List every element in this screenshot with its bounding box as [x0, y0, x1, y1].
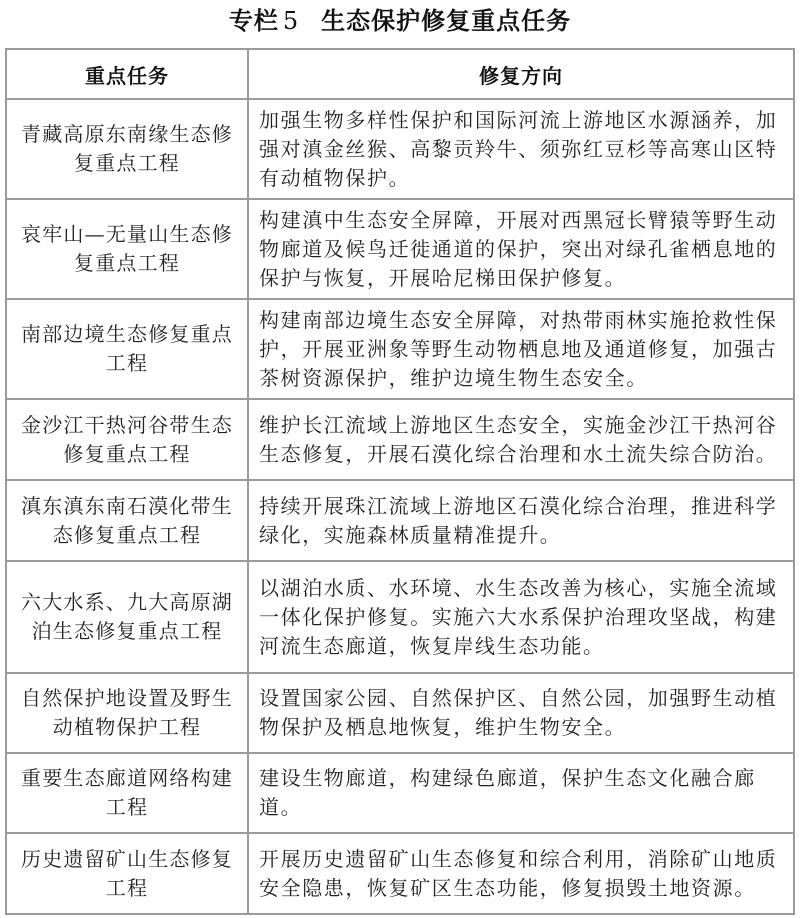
- task-line: 工程: [105, 875, 149, 900]
- table-row: [6, 833, 794, 914]
- direction-line: 物廊道及候鸟迁徙通道的保护，突出对绿孔雀栖息地的: [259, 236, 778, 261]
- table-row: [6, 199, 794, 299]
- task-cell: [6, 399, 248, 480]
- direction-line: 维护长江流域上游地区生态安全，实施金沙江干热河谷: [259, 412, 778, 437]
- task-line: 工程: [105, 351, 149, 375]
- task-cell: [6, 480, 248, 561]
- task-line: 六大水系、九大高原湖: [21, 590, 233, 614]
- direction-line: 加强生物多样性保护和国际河流上游地区水源涵养，加: [259, 107, 778, 132]
- direction-cell: [248, 299, 794, 399]
- direction-cell: [248, 99, 794, 199]
- title-prefix: 专栏: [228, 7, 279, 35]
- direction-line: 护，开展亚洲象等野生动物栖息地及通道修复，加强古: [259, 336, 778, 361]
- direction-line: 生态修复，开展石漠化综合治理和水土流失综合防治。: [259, 441, 778, 466]
- task-line: 复重点工程: [74, 251, 180, 275]
- direction-line: 以湖泊水质、水环境、水生态改善为核心，实施全流域: [259, 575, 778, 600]
- task-line: 南部边境生态修复重点: [21, 322, 233, 346]
- task-line: 自然保护地设置及野生: [21, 686, 233, 710]
- task-line: 历史遗留矿山生态修复: [21, 846, 233, 871]
- task-line: 滇东滇东南石漠化带生: [21, 493, 233, 518]
- direction-line: 建设生物廊道，构建绿色廊道，保护生态文化融合廊道。: [259, 766, 756, 819]
- direction-line: 一体化保护修复。实施六大水系保护治理攻坚战，构建: [259, 604, 778, 629]
- task-line: 重要生态廊道网络构建: [21, 766, 233, 790]
- task-cell: [6, 673, 248, 753]
- task-line: 修复重点工程: [63, 441, 191, 466]
- direction-line: 物保护及栖息地恢复，维护生物安全。: [259, 715, 627, 739]
- direction-line: 绿化，实施森林质量精准提升。: [259, 522, 562, 547]
- direction-cell: [248, 833, 794, 914]
- direction-line: 强对滇金丝猴、高黎贡羚牛、须弥红豆杉等高寒山区特: [259, 136, 778, 161]
- direction-cell: [248, 399, 794, 480]
- direction-cell: [248, 199, 794, 299]
- table-row: [6, 480, 794, 561]
- title-number: 5: [282, 7, 300, 35]
- task-line: 泊生态修复重点工程: [31, 619, 223, 643]
- task-line: 工程: [105, 795, 149, 819]
- direction-line: 有动植物保护。: [259, 165, 411, 190]
- task-line: 复重点工程: [74, 151, 180, 175]
- table-row: [6, 561, 794, 673]
- direction-line: 开展历史遗留矿山生态修复和综合利用，消除矿山地质: [259, 846, 778, 871]
- direction-cell: [248, 673, 794, 753]
- table-row: [6, 99, 794, 199]
- header-task: 重点任务: [6, 49, 248, 99]
- task-cell: [6, 199, 248, 299]
- tasks-table: [5, 48, 795, 915]
- direction-line: 保护与恢复，开展哈尼梯田保护修复。: [259, 265, 627, 290]
- table-row: [6, 673, 794, 753]
- task-line: 哀牢山—无量山生态修: [21, 222, 233, 246]
- direction-line: 持续开展珠江流域上游地区石漠化综合治理，推进科学: [259, 493, 778, 518]
- direction-line: 茶树资源保护，维护边境生物生态安全。: [259, 365, 648, 390]
- direction-cell: [248, 561, 794, 673]
- table-row: [6, 753, 794, 833]
- header-row: [6, 49, 794, 99]
- task-line: 金沙江干热河谷带生态: [21, 412, 233, 437]
- task-cell: [6, 99, 248, 199]
- direction-cell: [248, 480, 794, 561]
- task-line: 态修复重点工程: [52, 522, 202, 547]
- task-line: 动植物保护工程: [52, 715, 202, 739]
- table-row: [6, 399, 794, 480]
- page-title: [0, 4, 800, 38]
- task-line: 青藏高原东南缘生态修: [21, 122, 233, 146]
- header-direction: 修复方向: [248, 49, 794, 99]
- direction-line: 构建滇中生态安全屏障，开展对西黑冠长臂猿等野生动: [259, 207, 778, 232]
- title-text: 生态保护修复重点任务: [321, 7, 572, 35]
- direction-line: 河流生态廊道，恢复岸线生态功能。: [259, 633, 605, 658]
- task-cell: [6, 833, 248, 914]
- direction-line: 构建南部边境生态安全屏障，对热带雨林实施抢救性保: [259, 307, 778, 332]
- task-cell: [6, 753, 248, 833]
- task-cell: [6, 561, 248, 673]
- direction-cell: [248, 753, 794, 833]
- direction-line: 安全隐患，恢复矿区生态功能，修复损毁土地资源。: [259, 875, 756, 900]
- direction-line: 设置国家公园、自然保护区、自然公园，加强野生动植: [259, 686, 778, 710]
- task-cell: [6, 299, 248, 399]
- table-row: [6, 299, 794, 399]
